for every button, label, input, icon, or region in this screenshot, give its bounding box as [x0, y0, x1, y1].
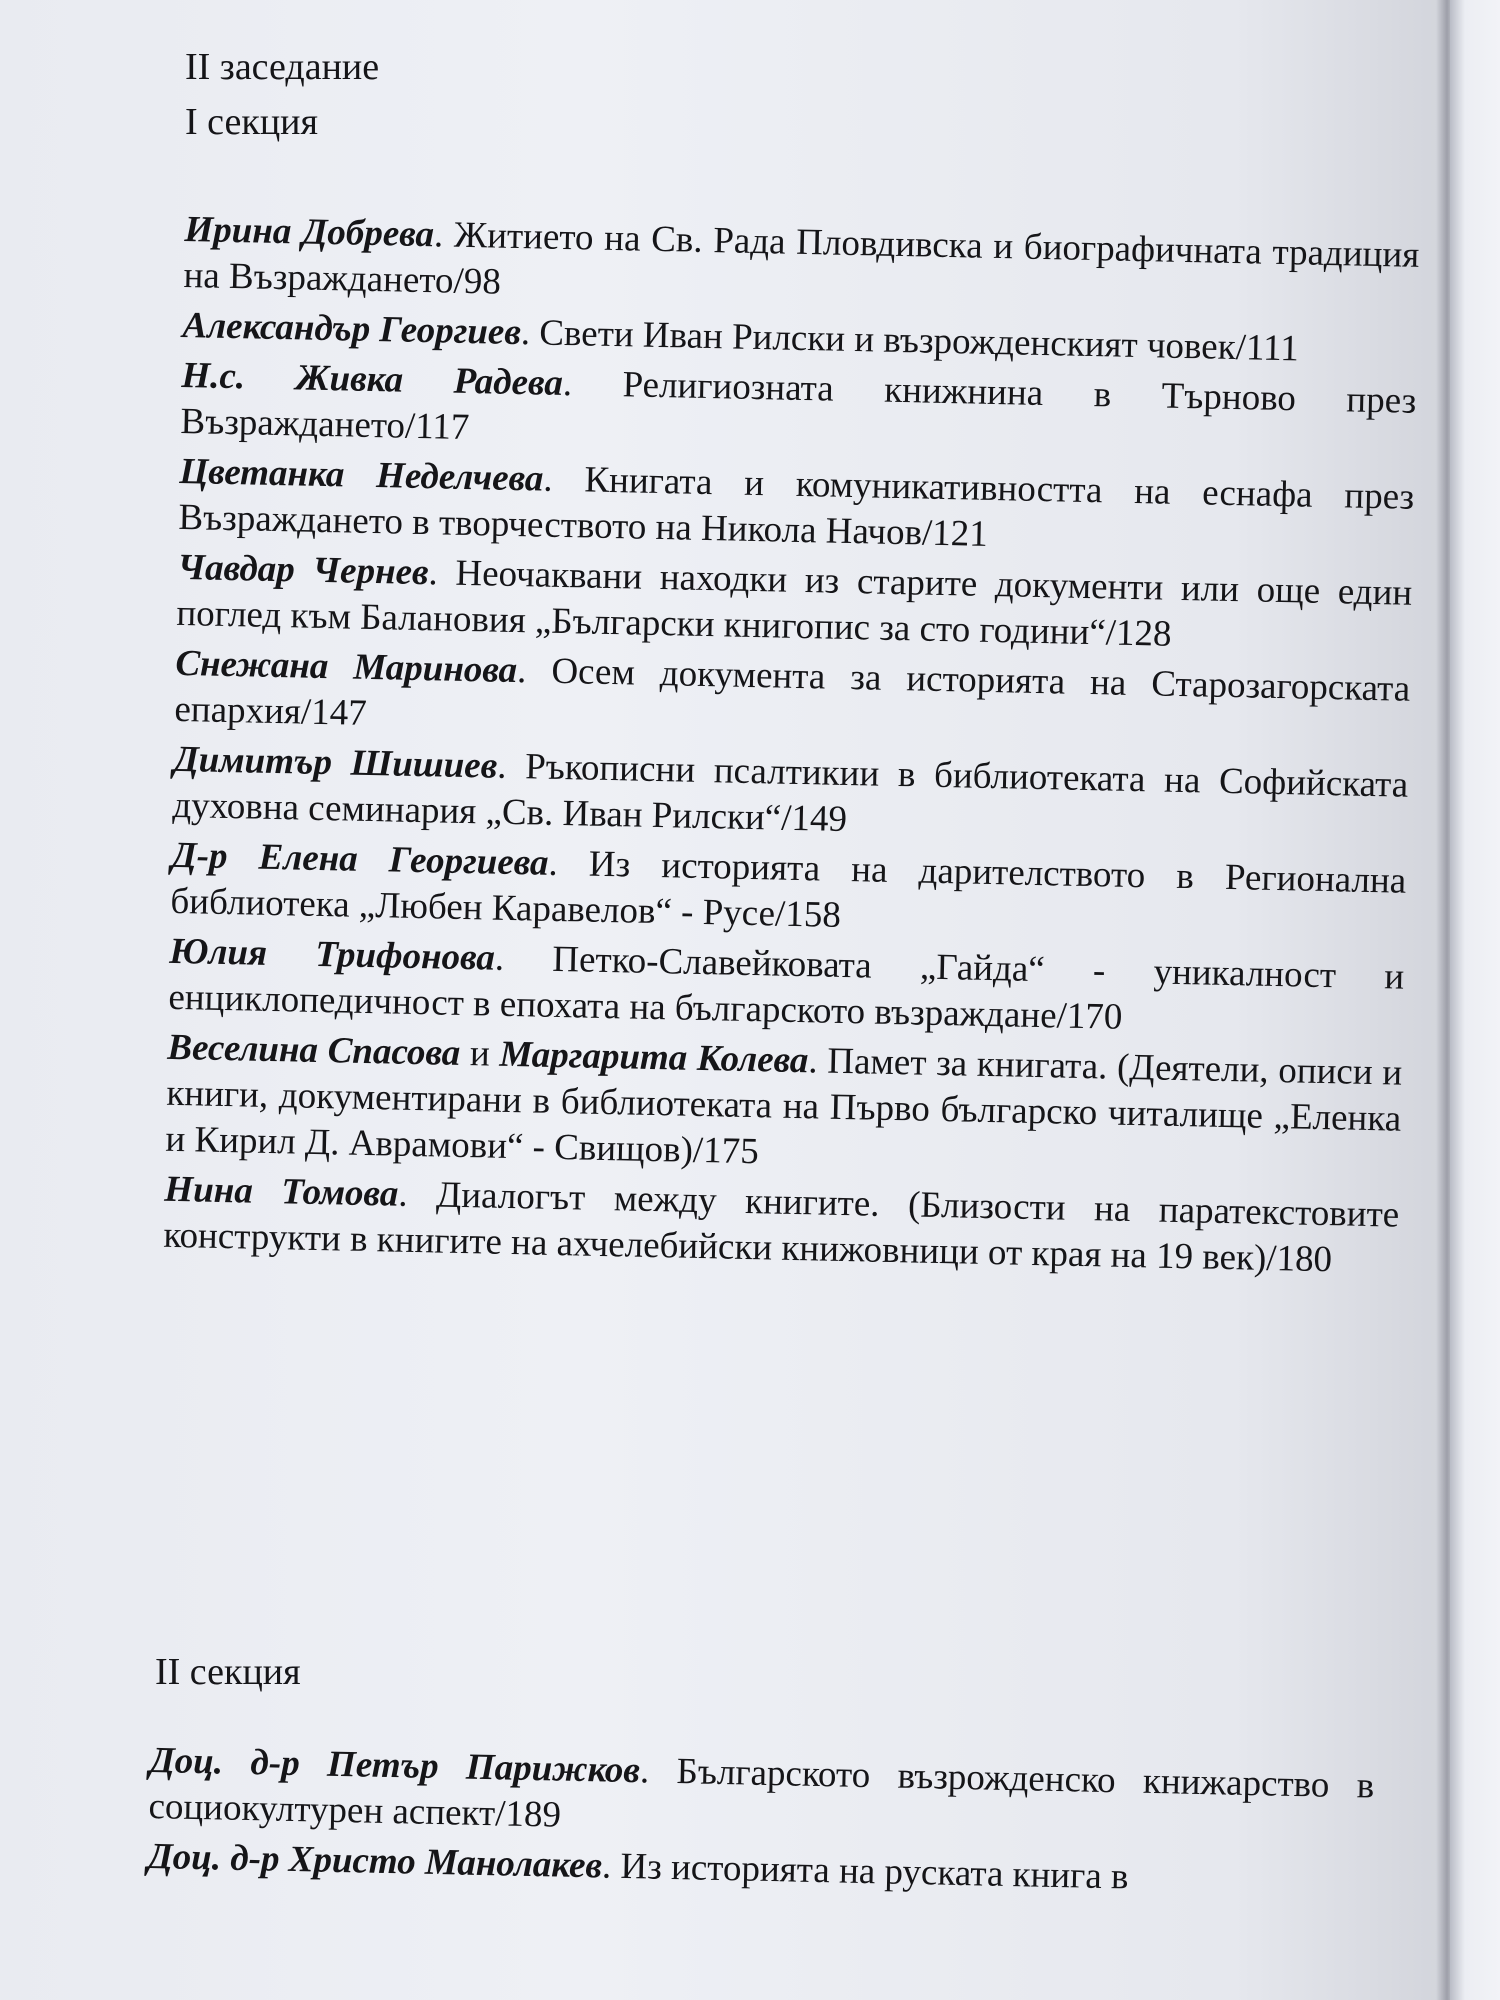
section2-heading: II секция [155, 1651, 301, 1693]
entry-title: . Из историята на дарителството в Регионална библиотека „Любен Каравелов“ - Русе/158 [170, 842, 1407, 936]
entry-title: . Житието на Св. Рада Пловдивска и биографичната традиция на Възраждането/98 [183, 214, 1420, 303]
entry-title: . Религиозната книжнина в Търново през Възраждането/117 [180, 362, 1417, 449]
entry-author: Доц. д-р Петър Парижков [149, 1739, 641, 1792]
entry-author-second: Маргарита Колева [499, 1033, 809, 1082]
section1-entries [163, 207, 1420, 1289]
entry-author: Снежана Маринова [175, 642, 518, 692]
entry-title: . Книгата и комуникативността на еснафа през Възраждането в творчеството на Никола Начов/121 [178, 458, 1415, 555]
session-heading: II заседание [185, 46, 380, 88]
entry-author: Александър Георгиев [182, 304, 522, 354]
toc-entry [165, 1025, 1403, 1189]
entry-author: Веселина Спасова [166, 1026, 461, 1074]
entry-author: Н.с. Живка Радева [181, 354, 564, 404]
entry-author: Нина Томова [163, 1168, 399, 1215]
entry-author: Чавдар Чернев [177, 546, 429, 594]
right-page-edge [1450, 0, 1500, 2000]
section1-heading: I секция [185, 101, 318, 143]
entry-author: Цветанка Неделчева [179, 450, 544, 500]
entry-title: . Ръкописни псалтикии в библиотеката на Софийската духовна семинария „Св. Иван Рилски“/149 [172, 745, 1409, 840]
entry-title: . Осем документа за историята на Старозагорската епархия/147 [174, 650, 1411, 734]
entry-connector: и [459, 1032, 500, 1075]
entry-title: . Неочаквани находки из старите документи или още един поглед към Балановия „Български книгопис за сто години“/128 [176, 552, 1413, 655]
entry-title: . Свети Иван Рилски и възрожденският човек/111 [520, 312, 1300, 370]
entry-title: . Българското възрожденско книжарство в социокултурен аспект/189 [148, 1750, 1375, 1836]
entry-title: . Петко-Славейковата „Гайда“ - уникалност и енциклопедичност в епохата на българското възраждане/170 [168, 937, 1405, 1038]
entry-author: Д-р Елена Георгиева [170, 834, 549, 884]
entry-title: . Памет за книгата. (Деятели, описи и книги, документирани в библиотеката на Първо българско читалище „Еленка и Кирил Д. Аврамови“ - Свищов)/175 [165, 1040, 1403, 1173]
entry-author: Димитър Шишиев [173, 738, 498, 787]
entry-author: Доц. д-р Христо Манолакев [147, 1835, 603, 1887]
entry-title: . Из историята на руската книга в [601, 1845, 1129, 1898]
section2-entries [147, 1738, 1375, 1910]
entry-title: . Диалогът между книгите. (Близости на паратекстовите конструкти в книгите на ахчелебийски книжовници от края на 19 век)/180 [163, 1173, 1400, 1281]
entry-author: Ирина Добрева [184, 208, 435, 256]
entry-author: Юлия Трифонова [168, 930, 496, 979]
